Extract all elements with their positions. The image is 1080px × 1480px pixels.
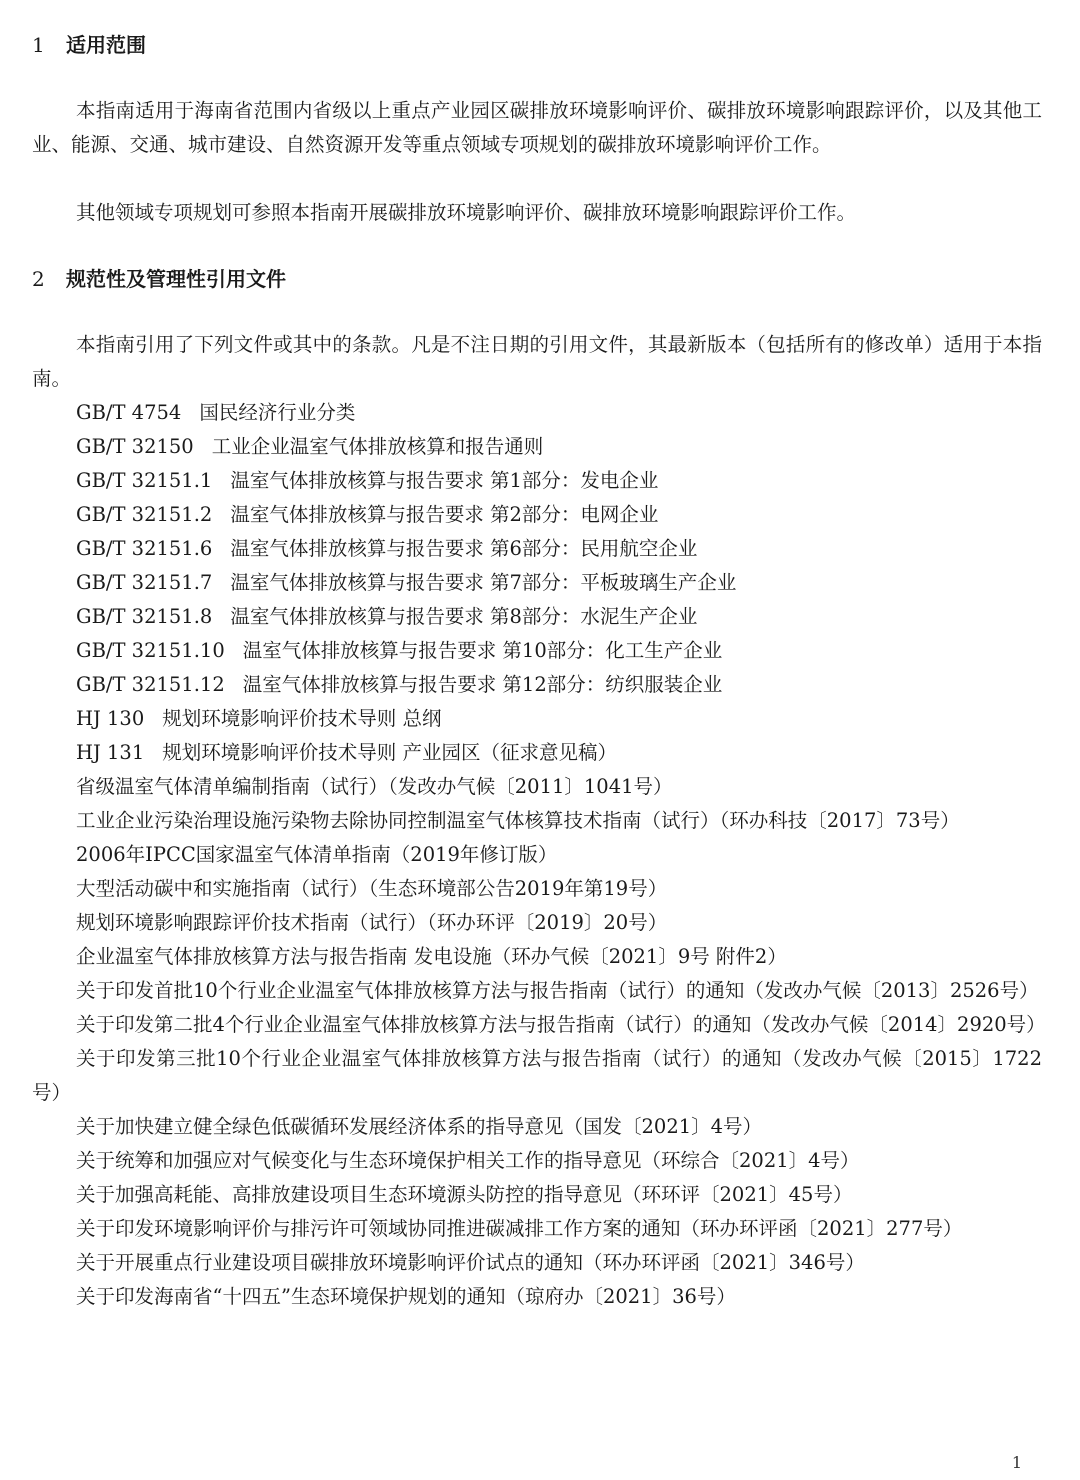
reference-item xyxy=(32,804,1042,838)
section-2-number: 2 xyxy=(32,267,45,291)
reference-list xyxy=(32,396,1046,1314)
reference-title: 温室气体排放核算与报告要求 第7部分：平板玻璃生产企业 xyxy=(230,571,737,594)
reference-item xyxy=(32,498,1042,532)
reference-code: GB/T 32151.7 xyxy=(76,571,213,594)
reference-code: GB/T 32151.6 xyxy=(76,537,213,560)
reference-item xyxy=(32,1042,1042,1110)
reference-code: GB/T 32151.1 xyxy=(76,469,213,492)
reference-title: 关于印发第二批4个行业企业温室气体排放核算方法与报告指南（试行）的通知（发改办气候〔2014〕2920号） xyxy=(76,1013,1046,1036)
reference-title: 工业企业污染治理设施污染物去除协同控制温室气体核算技术指南（试行）（环办科技〔2017〕73号） xyxy=(76,809,960,832)
reference-title: 大型活动碳中和实施指南（试行）（生态环境部公告2019年第19号） xyxy=(76,877,668,900)
reference-item xyxy=(32,974,1042,1008)
reference-item xyxy=(32,940,1042,974)
reference-item xyxy=(32,566,1042,600)
reference-item xyxy=(32,838,1042,872)
reference-title: 关于印发第三批10个行业企业温室气体排放核算方法与报告指南（试行）的通知（发改办气候〔2015〕1722号） xyxy=(32,1047,1042,1104)
reference-title: 关于印发环境影响评价与排污许可领域协同推进碳减排工作方案的通知（环办环评函〔2021〕277号） xyxy=(76,1217,963,1240)
reference-code: GB/T 32151.2 xyxy=(76,503,213,526)
reference-item xyxy=(32,396,1042,430)
reference-code: HJ 131 xyxy=(76,741,145,764)
section-1-heading xyxy=(32,30,146,60)
reference-item xyxy=(32,1110,1042,1144)
reference-item xyxy=(32,872,1042,906)
reference-title: 2006年IPCC国家温室气体清单指南（2019年修订版） xyxy=(76,843,558,866)
reference-code: GB/T 32151.8 xyxy=(76,605,213,628)
reference-item xyxy=(32,1178,1042,1212)
reference-item xyxy=(32,1008,1046,1042)
reference-item xyxy=(32,668,1042,702)
reference-code: GB/T 32150 xyxy=(76,435,194,458)
reference-title: 温室气体排放核算与报告要求 第10部分：化工生产企业 xyxy=(242,639,723,662)
section-1-paragraph-2: 其他领域专项规划可参照本指南开展碳排放环境影响评价、碳排放环境影响跟踪评价工作。 xyxy=(76,201,857,224)
reference-title: 关于统筹和加强应对气候变化与生态环境保护相关工作的指导意见（环综合〔2021〕4号） xyxy=(76,1149,860,1172)
reference-title: 企业温室气体排放核算方法与报告指南 发电设施（环办气候〔2021〕9号 附件2） xyxy=(76,945,787,968)
reference-title: 规划环境影响跟踪评价技术指南（试行）（环办环评〔2019〕20号） xyxy=(76,911,668,934)
reference-title: 温室气体排放核算与报告要求 第2部分：电网企业 xyxy=(230,503,659,526)
reference-item xyxy=(32,1212,1042,1246)
reference-item xyxy=(32,634,1042,668)
section-2-title: 规范性及管理性引用文件 xyxy=(66,267,286,291)
reference-item xyxy=(32,464,1042,498)
section-2-heading xyxy=(32,264,286,294)
reference-item xyxy=(32,532,1042,566)
reference-item xyxy=(32,702,1042,736)
reference-title: 关于印发首批10个行业企业温室气体排放核算方法与报告指南（试行）的通知（发改办气候〔2013〕2526号） xyxy=(76,979,1039,1002)
section-1-title: 适用范围 xyxy=(66,33,146,57)
reference-title: 关于加快建立健全绿色低碳循环发展经济体系的指导意见（国发〔2021〕4号） xyxy=(76,1115,763,1138)
reference-title: 规划环境影响评价技术导则 产业园区（征求意见稿） xyxy=(162,741,617,764)
reference-title: 温室气体排放核算与报告要求 第6部分：民用航空企业 xyxy=(230,537,698,560)
reference-code: HJ 130 xyxy=(76,707,145,730)
reference-item xyxy=(32,736,1042,770)
reference-title: 温室气体排放核算与报告要求 第1部分：发电企业 xyxy=(230,469,659,492)
section-1-paragraph-1: 本指南适用于海南省范围内省级以上重点产业园区碳排放环境影响评价、碳排放环境影响跟踪评价，以及其他工业、能源、交通、城市建设、自然资源开发等重点领域专项规划的碳排放环境影响评价工作。 xyxy=(32,99,1042,156)
reference-item xyxy=(32,906,1042,940)
reference-item xyxy=(32,1246,1042,1280)
reference-title: 温室气体排放核算与报告要求 第8部分：水泥生产企业 xyxy=(230,605,698,628)
reference-title: 国民经济行业分类 xyxy=(199,401,356,424)
section-2-intro: 本指南引用了下列文件或其中的条款。凡是不注日期的引用文件，其最新版本（包括所有的修改单）适用于本指南。 xyxy=(32,333,1042,390)
reference-item xyxy=(32,600,1042,634)
reference-item xyxy=(32,770,1042,804)
reference-code: GB/T 32151.10 xyxy=(76,639,225,662)
reference-title: 关于加强高耗能、高排放建设项目生态环境源头防控的指导意见（环环评〔2021〕45号） xyxy=(76,1183,853,1206)
reference-code: GB/T 32151.12 xyxy=(76,673,225,696)
reference-title: 温室气体排放核算与报告要求 第12部分：纺织服装企业 xyxy=(242,673,723,696)
reference-title: 关于印发海南省“十四五”生态环境保护规划的通知（琼府办〔2021〕36号） xyxy=(76,1285,736,1308)
reference-item xyxy=(32,1144,1042,1178)
reference-title: 省级温室气体清单编制指南（试行）（发改办气候〔2011〕1041号） xyxy=(76,775,673,798)
reference-title: 规划环境影响评价技术导则 总纲 xyxy=(162,707,442,730)
reference-item xyxy=(32,1280,1042,1314)
section-1-number: 1 xyxy=(32,33,45,57)
reference-title: 关于开展重点行业建设项目碳排放环境影响评价试点的通知（环办环评函〔2021〕346号） xyxy=(76,1251,865,1274)
reference-item xyxy=(32,430,1042,464)
page-number: 1 xyxy=(1011,1453,1022,1472)
reference-title: 工业企业温室气体排放核算和报告通则 xyxy=(211,435,544,458)
reference-code: GB/T 4754 xyxy=(76,401,182,424)
